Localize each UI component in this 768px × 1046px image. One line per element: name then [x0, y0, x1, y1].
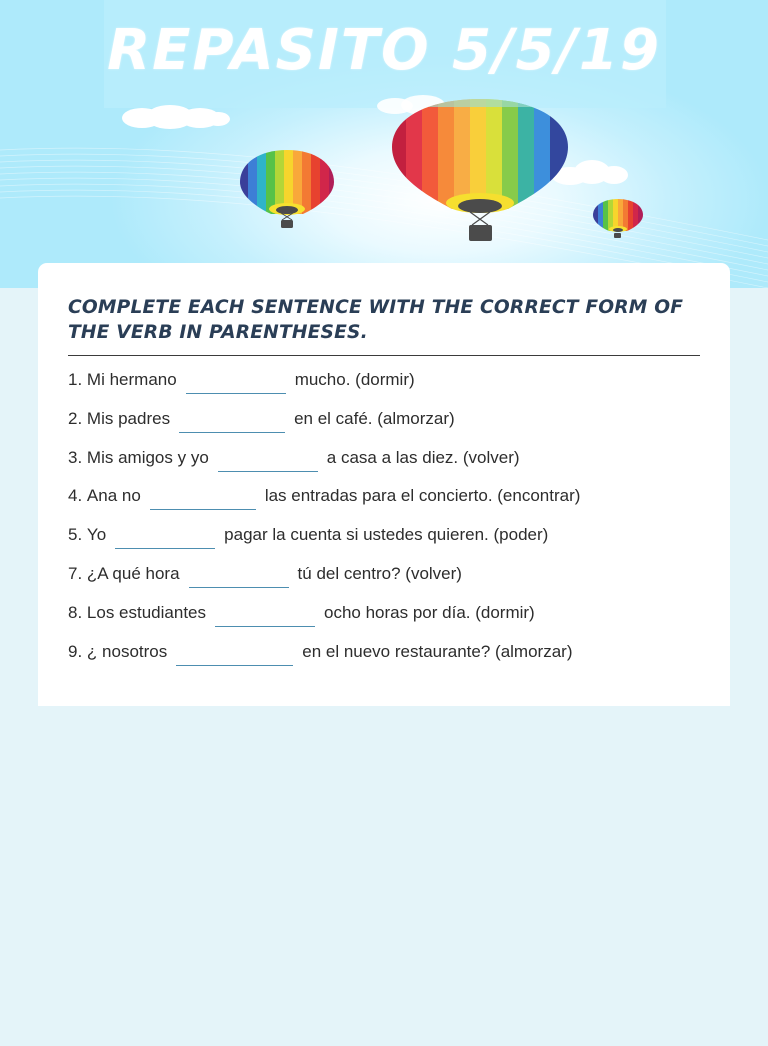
question-number: 3. — [68, 447, 83, 467]
question-text-before: Yo — [86, 525, 107, 545]
question-text-after: en el café. (almorzar) — [294, 408, 455, 428]
answer-blank[interactable] — [189, 562, 289, 588]
cloud-icon — [120, 104, 232, 130]
hot-air-balloon-icon — [592, 198, 644, 240]
answer-blank[interactable] — [215, 601, 315, 627]
question-text-after: pagar la cuenta si ustedes quieren. (poder) — [224, 525, 549, 545]
divider — [68, 355, 700, 356]
instructions-heading: COMPLETE EACH SENTENCE WITH THE CORRECT FORM OF THE VERB IN PARENTHESES. — [68, 296, 684, 343]
question-item — [68, 367, 708, 406]
question-item — [68, 483, 708, 522]
question-number: 2. — [68, 408, 83, 428]
question-item — [68, 561, 708, 600]
question-text-after: tú del centro? (volver) — [297, 563, 462, 583]
question-text-after: las entradas para el concierto. (encontrar) — [264, 486, 581, 506]
question-number: 8. — [68, 602, 83, 622]
question-number: 9. — [68, 641, 83, 661]
hot-air-balloon-icon — [390, 97, 570, 245]
question-text-after: mucho. (dormir) — [294, 370, 415, 389]
header-banner — [0, 0, 768, 288]
question-text-before: Mi hermano — [86, 370, 177, 389]
question-text-before: Ana no — [86, 486, 141, 506]
page-title: REPASITO 5/5/19 — [107, 18, 661, 83]
question-text-before: ¿A qué hora — [86, 563, 180, 583]
worksheet-card — [38, 263, 730, 706]
answer-blank[interactable] — [176, 640, 293, 666]
question-item — [68, 639, 708, 678]
hot-air-balloon-icon — [238, 148, 336, 230]
question-item — [68, 445, 708, 484]
question-list — [68, 367, 708, 677]
answer-blank[interactable] — [115, 523, 215, 549]
answer-blank[interactable] — [179, 407, 285, 433]
answer-blank[interactable] — [218, 446, 318, 472]
question-item — [68, 406, 708, 445]
question-text-after: ocho horas por día. (dormir) — [324, 602, 535, 622]
question-number: 1. — [68, 370, 83, 389]
answer-blank[interactable] — [150, 484, 256, 510]
question-item — [68, 522, 708, 561]
question-item — [68, 600, 708, 639]
answer-blank[interactable] — [186, 368, 286, 394]
question-number: 5. — [68, 525, 83, 545]
question-text-after: a casa a las diez. (volver) — [326, 447, 520, 467]
question-text-before: Mis padres — [86, 408, 171, 428]
question-number: 7. — [68, 563, 83, 583]
question-number: 4. — [68, 486, 83, 506]
question-text-before: ¿ nosotros — [86, 641, 168, 661]
question-text-before: Los estudiantes — [86, 602, 207, 622]
question-text-before: Mis amigos y yo — [86, 447, 209, 467]
question-text-after: en el nuevo restaurante? (almorzar) — [302, 641, 573, 661]
